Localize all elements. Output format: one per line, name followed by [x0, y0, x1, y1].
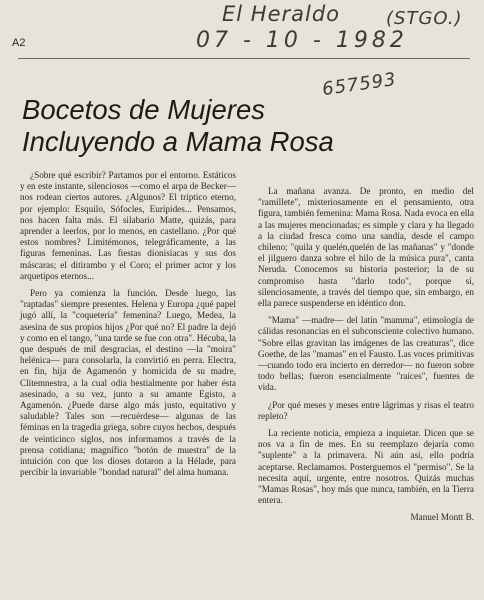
author-signature: Manuel Montt B. — [410, 512, 474, 523]
handwritten-date: 07 - 10 - 1982 — [196, 28, 408, 53]
handwritten-archive-number: 657593 — [320, 68, 398, 101]
headline-line-2: Incluyendo a Mama Rosa — [22, 126, 334, 157]
header-rule — [18, 58, 470, 59]
handwritten-city-code: (STGO.) — [386, 8, 463, 29]
paragraph: ¿Por qué meses y meses entre lágrimas y risas el teatro repleto? — [258, 399, 474, 421]
paragraph: ¿Sobre qué escribir? Partamos por el entorno. Estáticos y en este instante, silenciosos —como el arpa de Becker— nos rodean ciertos autores. ¿Algunos? El tríptico eterno, por ejemplo: Esquilo, Sófocles, Eurípides... Pensamos, nos hacen falta más. El silabario Matte, quizás, para aprender a leerlos, por lo menos, en castellano. ¿Por qué estos nombres? Limitémonos, telegráficamente, a las figuras femeninas. Las fiestas dionisíacas y sus dos máscaras; el ditirambo y el Coro; el primer actor y los arquetipos eternos... — [20, 170, 236, 281]
paragraph: "Mama" —madre— del latín "mamma", etimología de cálidas resonancias en el subconsciente colectivo humano. "Sobre ellas gravitan las imágenes de las creaturas", dice Goethe, de las "mamas" en el Fausto. Las voces primitivas —cuando todo era incierto en derredor— no fueron sobre todo bellas; fueron esencialmente "raíces", fuentes de vida. — [258, 315, 474, 393]
paragraph: La mañana avanza. De pronto, en medio del "ramillete", misteriosamente en el pensamiento, otra figura, también femenina: Mama Rosa. Nada evoca en ella a las mujeres mencionadas; es simple y clara y ha llegado a la ciudad fresca como una sandía, desde el campo chileno; "quila y quelén,quelén de las mañanas" y "donde el jilguero danza sobre el hilo de la música pura", canta Neruda. Conocemos su historia posterior; la de su compromiso hasta "darlo todo", porque sí, silenciosamente, a través del tiempo que, sin embargo, en ella parece suspenderse en idéntico don. — [258, 186, 474, 309]
right-column — [258, 186, 474, 524]
paragraph: Pero ya comienza la función. Desde luego, las "raptadas" siempre presentes. Helena y Europa ¿qué papel jugó allí, la "coquetería" femenina? Luego, Medea, la asesina de sus propios hijos ¿Por qué no? El padre la dejó y como en el tango, "una tarde se fue con otra". Hécuba, la que después de mil desgracias, el destino —la "moira" helénica— para consolarla, la convirtió en perra. Electra, en fin, hija de Agamenón y homicida de su madre, Clitemnestra, a la cual odia bestialmente por haber ésta asesinado, a su vez, junto a su amante Egisto, a Agamenón. ¿Puede darse algo más justo, equitativo y saludable? Tales son —recuérdese— algunas de las féminas en la tragedia griega, sobre cuyos hechos, después de veinticinco siglos, nos informamos a través de la prensa cotidiana; magnífico "botón de muestra" de la intuición con que los dioses dotaron a la Hélade, para percibir la invariable "bondad natural" del alma humana. — [20, 288, 236, 478]
paragraph: La reciente noticia, empieza a inquietar. Dicen que se nos va a fin de mes. En su reemplazo dejaría como "suplente" a la primavera. Ni aún así, ello podría aceptarse. Reclamamos. Posterguemos el "permiso". Se la necesita aquí, urgente, entre nosotros. Quizás muchas "Mamas Rosas", hoy más que nunca, también, en la Tierra entera. — [258, 428, 474, 506]
article-headline — [22, 94, 334, 158]
left-column — [20, 170, 236, 484]
page-label: A2 — [12, 37, 26, 49]
handwritten-source: El Heraldo — [222, 2, 341, 26]
headline-line-1: Bocetos de Mujeres — [22, 94, 266, 125]
